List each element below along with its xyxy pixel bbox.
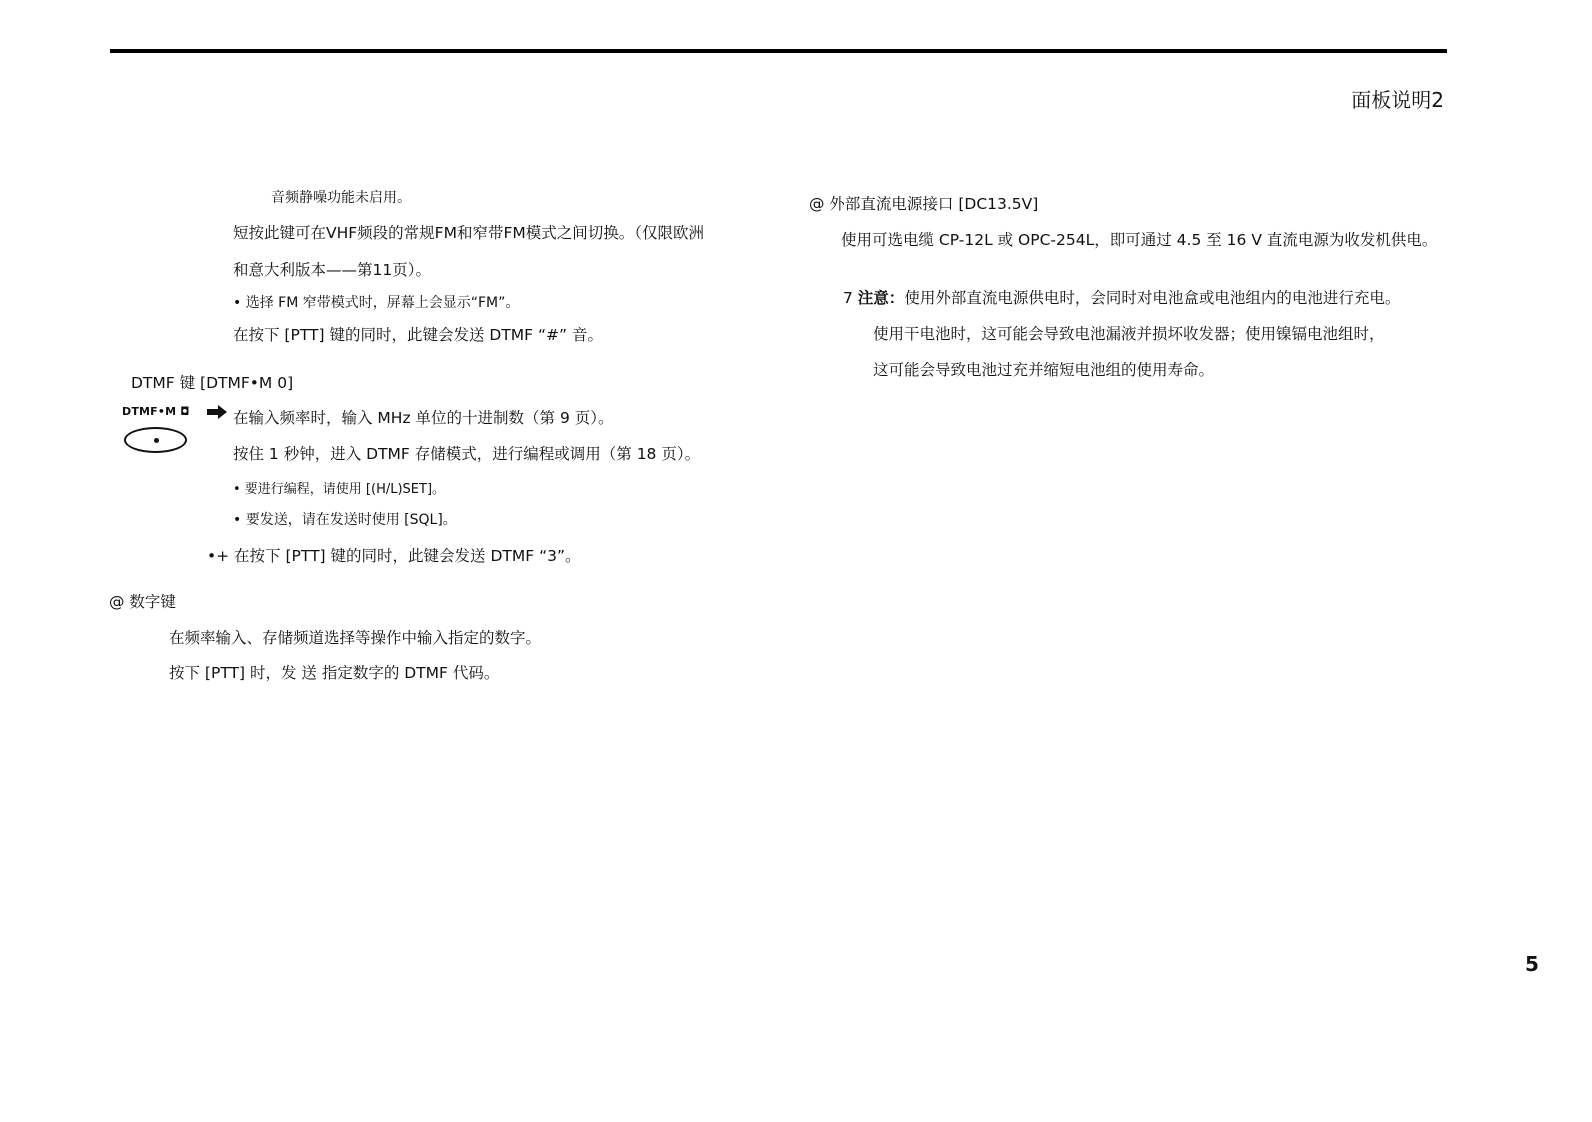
left-line-4: 在按下 [PTT] 键的同时，此键会发送 DTMF “#” 音。: [233, 326, 603, 344]
dtmf-key-icon: [124, 427, 187, 453]
dc-jack-line-1: 使用可选电缆 CP-12L 或 OPC-254L，即可通过 4.5 至 16 V 直流电源为收发机供电。: [841, 231, 1438, 249]
page-number: 5: [1525, 952, 1539, 976]
dtmf-line-5: •+ 在按下 [PTT] 键的同时，此键会发送 DTMF “3”。: [207, 547, 581, 565]
caution-text-1: 使用外部直流电源供电时，会同时对电池盒或电池组内的电池进行充电。: [904, 289, 1401, 307]
section-title: 面板说明2: [1351, 88, 1444, 112]
left-line-0: 音频静噪功能未启用。: [271, 190, 411, 206]
dtmf-key-label: DTMF•M ◘: [122, 405, 190, 418]
caution-prefix: 7: [843, 289, 858, 307]
caution-line-2: 使用干电池时，这可能会导致电池漏液并损坏收发器；使用镍镉电池组时，: [873, 325, 1385, 343]
numeric-keys-heading: @ 数字键: [109, 593, 176, 611]
dtmf-key-heading: DTMF 键 [DTMF•M 0]: [131, 374, 294, 392]
dtmf-line-3: • 要进行编程，请使用 [(H/L)SET]。: [233, 482, 446, 497]
left-line-3: • 选择 FM 窄带模式时，屏幕上会显示“FM”。: [233, 295, 520, 311]
caution-line-3: 这可能会导致电池过充并缩短电池组的使用寿命。: [873, 361, 1215, 379]
header-rule: [110, 49, 1447, 53]
dtmf-line-4: • 要发送，请在发送时使用 [SQL]。: [233, 512, 457, 528]
dtmf-line-2: 按住 1 秒钟，进入 DTMF 存储模式，进行编程或调用（第 18 页）。: [233, 445, 701, 463]
left-line-2: 和意大利版本——第11页）。: [233, 261, 431, 279]
caution-label: 注意：: [857, 289, 905, 307]
caution-line-1: [843, 286, 1400, 308]
left-line-1: 短按此键可在VHF频段的常规FM和窄带FM模式之间切换。（仅限欧洲: [233, 224, 705, 242]
dtmf-line-1: 在输入频率时，输入 MHz 单位的十进制数（第 9 页）。: [233, 409, 614, 427]
dc-jack-heading: @ 外部直流电源接口 [DC13.5V]: [809, 195, 1039, 213]
numeric-keys-line-2: 按下 [PTT] 时，发 送 指定数字的 DTMF 代码。: [169, 664, 500, 682]
numeric-keys-line-1: 在频率输入、存储频道选择等操作中输入指定的数字。: [169, 629, 542, 647]
arrow-right-icon: [206, 405, 228, 419]
